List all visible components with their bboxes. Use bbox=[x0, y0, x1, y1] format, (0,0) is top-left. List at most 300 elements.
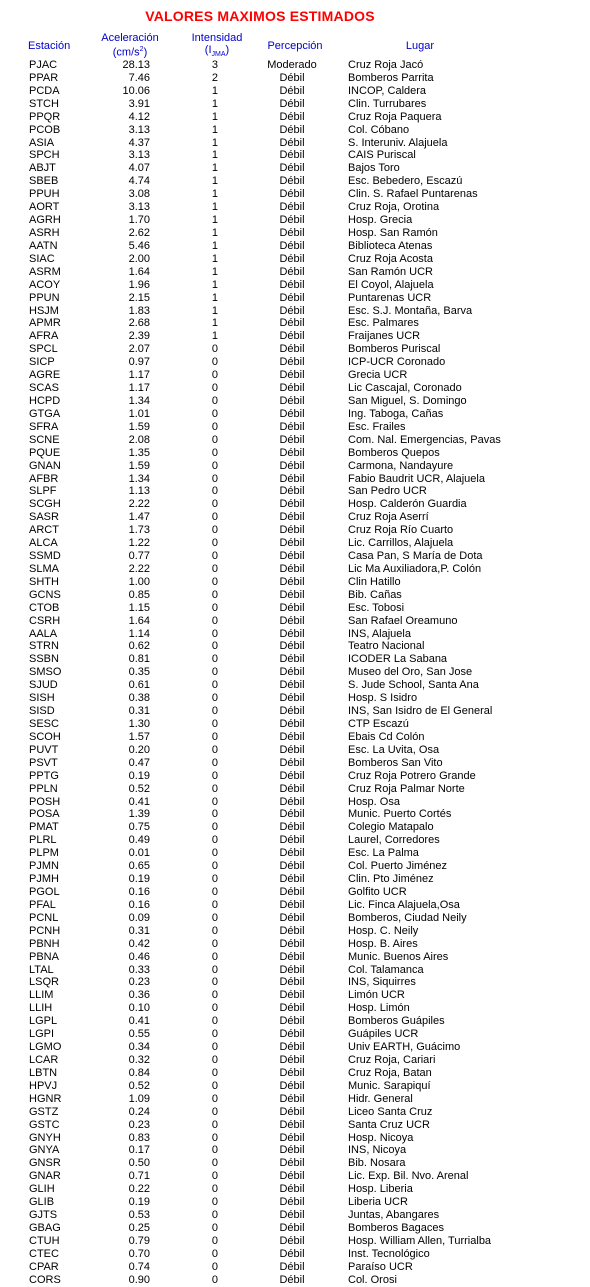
table-row bbox=[0, 1028, 590, 1041]
perception-value: Débil bbox=[279, 950, 305, 963]
intensity-value: 0 bbox=[211, 963, 218, 976]
station-code: SPCL bbox=[29, 343, 58, 356]
acceleration-value: 2.15 bbox=[128, 291, 150, 304]
table-row bbox=[0, 1196, 590, 1209]
acceleration-value: 2.62 bbox=[128, 226, 150, 239]
table-row bbox=[0, 989, 590, 1002]
place-name: INS, Nicoya bbox=[348, 1144, 407, 1157]
header-intensidad bbox=[172, 32, 262, 61]
table-row bbox=[0, 925, 590, 938]
acceleration-value: 0.31 bbox=[128, 705, 150, 718]
intensity-value: 0 bbox=[211, 1170, 218, 1183]
station-code: ASRH bbox=[29, 226, 60, 239]
intensity-value: 0 bbox=[211, 1079, 218, 1092]
perception-value: Débil bbox=[279, 265, 305, 278]
station-code: PCNH bbox=[29, 924, 61, 937]
place-name: Casa Pan, S María de Dota bbox=[348, 550, 483, 563]
intensity-value: 1 bbox=[211, 175, 218, 188]
perception-value: Débil bbox=[279, 369, 305, 382]
intensity-value: 0 bbox=[211, 795, 218, 808]
station-code: PPLN bbox=[29, 782, 58, 795]
place-name: Clin Hatillo bbox=[348, 575, 401, 588]
table-row bbox=[0, 628, 590, 641]
place-name: Paraíso UCR bbox=[348, 1260, 413, 1273]
perception-value: Débil bbox=[279, 1157, 305, 1170]
acceleration-value: 1.64 bbox=[128, 265, 150, 278]
acceleration-value: 0.97 bbox=[128, 356, 150, 369]
perception-value: Débil bbox=[279, 420, 305, 433]
place-name: Clin. Turrubares bbox=[348, 97, 427, 110]
acceleration-value: 0.50 bbox=[128, 1157, 150, 1170]
table-row bbox=[0, 821, 590, 834]
acceleration-value: 1.96 bbox=[128, 278, 150, 291]
acceleration-value: 0.34 bbox=[128, 1041, 150, 1054]
table-row bbox=[0, 847, 590, 860]
table-row bbox=[0, 563, 590, 576]
table-row bbox=[0, 266, 590, 279]
station-code: GNYH bbox=[29, 1131, 61, 1144]
perception-value: Débil bbox=[279, 175, 305, 188]
station-code: SMSO bbox=[29, 666, 62, 679]
table-row bbox=[0, 1170, 590, 1183]
table-row bbox=[0, 1248, 590, 1261]
intensity-value: 0 bbox=[211, 989, 218, 1002]
place-name: Cruz Roja Palmar Norte bbox=[348, 782, 465, 795]
table-row bbox=[0, 447, 590, 460]
place-name: Esc. La Palma bbox=[348, 847, 419, 860]
station-code: PJMN bbox=[29, 860, 59, 873]
station-code: HCPD bbox=[29, 394, 61, 407]
perception-value: Débil bbox=[279, 1015, 305, 1028]
acceleration-value: 1.14 bbox=[128, 627, 150, 640]
acceleration-value: 28.13 bbox=[122, 59, 150, 71]
perception-value: Débil bbox=[279, 1053, 305, 1066]
perception-value: Débil bbox=[279, 627, 305, 640]
table-row bbox=[0, 59, 590, 72]
perception-value: Débil bbox=[279, 511, 305, 524]
station-code: PBNA bbox=[29, 950, 59, 963]
acceleration-value: 2.07 bbox=[128, 343, 150, 356]
table-row bbox=[0, 460, 590, 473]
intensity-value: 1 bbox=[211, 149, 218, 162]
perception-value: Débil bbox=[279, 110, 305, 123]
station-code: PPTG bbox=[29, 769, 59, 782]
perception-value: Débil bbox=[279, 291, 305, 304]
intensity-value: 1 bbox=[211, 188, 218, 201]
table-row bbox=[0, 615, 590, 628]
station-code: AFBR bbox=[29, 472, 59, 485]
intensity-value: 0 bbox=[211, 1092, 218, 1105]
perception-value: Débil bbox=[279, 407, 305, 420]
intensity-value: 0 bbox=[211, 1041, 218, 1054]
perception-value: Débil bbox=[279, 446, 305, 459]
perception-value: Débil bbox=[279, 214, 305, 227]
intensity-value: 0 bbox=[211, 1131, 218, 1144]
place-name: Liceo Santa Cruz bbox=[348, 1105, 433, 1118]
intensity-value: 0 bbox=[211, 1183, 218, 1196]
place-name: Hosp. Grecia bbox=[348, 214, 413, 227]
acceleration-value: 7.46 bbox=[128, 71, 150, 84]
intensity-value: 0 bbox=[211, 860, 218, 873]
perception-value: Débil bbox=[279, 860, 305, 873]
table-row bbox=[0, 137, 590, 150]
header-intensidad-label: Intensidad bbox=[191, 32, 243, 44]
perception-value: Débil bbox=[279, 394, 305, 407]
table-row bbox=[0, 356, 590, 369]
intensity-value: 0 bbox=[211, 472, 218, 485]
table-row bbox=[0, 899, 590, 912]
table-row bbox=[0, 1054, 590, 1067]
place-name: Bomberos Puriscal bbox=[348, 343, 441, 356]
place-name: San Ramón UCR bbox=[348, 265, 433, 278]
place-name: Cruz Roja Potrero Grande bbox=[348, 769, 476, 782]
place-name: Col. Cóbano bbox=[348, 123, 410, 136]
intensity-value: 1 bbox=[211, 291, 218, 304]
intensity-value: 0 bbox=[211, 898, 218, 911]
intensity-value: 1 bbox=[211, 265, 218, 278]
intensity-value: 0 bbox=[211, 847, 218, 860]
table-row bbox=[0, 602, 590, 615]
station-code: PPAR bbox=[29, 71, 59, 84]
perception-value: Débil bbox=[279, 653, 305, 666]
table-row bbox=[0, 796, 590, 809]
acceleration-value: 3.08 bbox=[128, 188, 150, 201]
place-name: Lic. Carrillos, Alajuela bbox=[348, 537, 454, 550]
table-row bbox=[0, 85, 590, 98]
table-row bbox=[0, 731, 590, 744]
table-row bbox=[0, 576, 590, 589]
intensity-value: 0 bbox=[211, 1260, 218, 1273]
intensity-value: 0 bbox=[211, 485, 218, 498]
perception-value: Débil bbox=[279, 898, 305, 911]
table-row bbox=[0, 343, 590, 356]
intensity-value: 0 bbox=[211, 718, 218, 731]
acceleration-value: 0.01 bbox=[128, 847, 150, 860]
perception-value: Débil bbox=[279, 989, 305, 1002]
acceleration-value: 10.06 bbox=[122, 84, 150, 97]
perception-value: Débil bbox=[279, 304, 305, 317]
acceleration-value: 0.35 bbox=[128, 666, 150, 679]
place-name: Bomberos Guápiles bbox=[348, 1015, 445, 1028]
intensity-value: 0 bbox=[211, 1234, 218, 1247]
acceleration-value: 3.91 bbox=[128, 97, 150, 110]
table-row bbox=[0, 808, 590, 821]
place-name: ICODER La Sabana bbox=[348, 653, 448, 666]
place-name: Hosp. Calderón Guardia bbox=[348, 498, 467, 511]
station-code: SSBN bbox=[29, 653, 59, 666]
station-code: GNAN bbox=[29, 459, 61, 472]
station-code: GSTC bbox=[29, 1118, 60, 1131]
station-code: GCNS bbox=[29, 588, 61, 601]
station-code: SBEB bbox=[29, 175, 59, 188]
perception-value: Débil bbox=[279, 1170, 305, 1183]
acceleration-value: 0.23 bbox=[128, 1118, 150, 1131]
intensity-value: 0 bbox=[211, 821, 218, 834]
acceleration-value: 0.16 bbox=[128, 886, 150, 898]
perception-value: Débil bbox=[279, 1247, 305, 1260]
station-code: SCNE bbox=[29, 433, 60, 446]
acceleration-value: 0.16 bbox=[128, 898, 150, 911]
intensity-value: 1 bbox=[211, 278, 218, 291]
intensity-value: 1 bbox=[211, 162, 218, 175]
place-name: Liberia UCR bbox=[348, 1196, 408, 1209]
acceleration-value: 2.08 bbox=[128, 433, 150, 446]
station-code: PPQR bbox=[29, 110, 61, 123]
place-name: INS, Siquirres bbox=[348, 976, 416, 989]
table-row bbox=[0, 149, 590, 162]
perception-value: Débil bbox=[279, 924, 305, 937]
table-row bbox=[0, 214, 590, 227]
table-row bbox=[0, 240, 590, 253]
intensity-value: 2 bbox=[211, 71, 218, 84]
intensity-value: 0 bbox=[211, 653, 218, 666]
page-title: VALORES MAXIMOS ESTIMADOS bbox=[145, 8, 375, 24]
acceleration-value: 0.74 bbox=[128, 1260, 150, 1273]
table-row bbox=[0, 421, 590, 434]
place-name: Cruz Roja Río Cuarto bbox=[348, 524, 454, 537]
place-name: Col. Puerto Jiménez bbox=[348, 860, 448, 873]
perception-value: Débil bbox=[279, 1105, 305, 1118]
perception-value: Débil bbox=[279, 278, 305, 291]
acceleration-value: 2.22 bbox=[128, 562, 150, 575]
acceleration-value: 0.19 bbox=[128, 769, 150, 782]
intensity-value: 1 bbox=[211, 136, 218, 149]
intensity-value: 0 bbox=[211, 459, 218, 472]
acceleration-value: 2.00 bbox=[128, 252, 150, 265]
perception-value: Débil bbox=[279, 123, 305, 136]
place-name: Lic Ma Auxiliadora,P. Colón bbox=[348, 562, 482, 575]
perception-value: Débil bbox=[279, 149, 305, 162]
table-row bbox=[0, 473, 590, 486]
place-name: Clin. Pto Jiménez bbox=[348, 873, 434, 886]
acceleration-value: 1.70 bbox=[128, 214, 150, 227]
place-name: Inst. Tecnológico bbox=[348, 1247, 430, 1260]
place-name: Cruz Roja, Orotina bbox=[348, 201, 440, 214]
intensity-value: 0 bbox=[211, 537, 218, 550]
intensity-value: 0 bbox=[211, 588, 218, 601]
intensity-value: 1 bbox=[211, 304, 218, 317]
place-name: Museo del Oro, San Jose bbox=[348, 666, 473, 679]
intensity-value: 0 bbox=[211, 1144, 218, 1157]
perception-value: Débil bbox=[279, 679, 305, 692]
perception-value: Débil bbox=[279, 821, 305, 834]
perception-value: Débil bbox=[279, 524, 305, 537]
station-code: GNAR bbox=[29, 1170, 61, 1183]
acceleration-value: 0.22 bbox=[128, 1183, 150, 1196]
acceleration-value: 1.09 bbox=[128, 1092, 150, 1105]
header-estacion: Estación bbox=[28, 40, 71, 52]
perception-value: Débil bbox=[279, 188, 305, 201]
table-row bbox=[0, 550, 590, 563]
place-name: Lic. Finca Alajuela,Osa bbox=[348, 898, 460, 911]
acceleration-value: 2.68 bbox=[128, 317, 150, 330]
acceleration-value: 0.52 bbox=[128, 1079, 150, 1092]
table-row bbox=[0, 1235, 590, 1248]
stations-table bbox=[0, 59, 590, 1287]
perception-value: Débil bbox=[279, 1002, 305, 1015]
station-code: SIAC bbox=[29, 252, 55, 265]
perception-value: Débil bbox=[279, 1183, 305, 1196]
intensity-value: 0 bbox=[211, 834, 218, 847]
acceleration-value: 1.47 bbox=[128, 511, 150, 524]
station-code: SCAS bbox=[29, 382, 59, 395]
place-name: CTP Escazú bbox=[348, 718, 409, 731]
acceleration-value: 4.37 bbox=[128, 136, 150, 149]
perception-value: Débil bbox=[279, 1273, 305, 1286]
perception-value: Débil bbox=[279, 756, 305, 769]
acceleration-value: 1.34 bbox=[128, 394, 150, 407]
perception-value: Débil bbox=[279, 601, 305, 614]
intensity-value: 0 bbox=[211, 550, 218, 563]
acceleration-value: 1.59 bbox=[128, 459, 150, 472]
table-row bbox=[0, 279, 590, 292]
place-name: Hosp. Osa bbox=[348, 795, 400, 808]
table-row bbox=[0, 498, 590, 511]
perception-value: Débil bbox=[279, 666, 305, 679]
place-name: El Coyol, Alajuela bbox=[348, 278, 434, 291]
table-row bbox=[0, 382, 590, 395]
station-code: SPCH bbox=[29, 149, 60, 162]
table-row bbox=[0, 227, 590, 240]
acceleration-value: 1.30 bbox=[128, 718, 150, 731]
acceleration-value: 0.77 bbox=[128, 550, 150, 563]
intensity-value: 0 bbox=[211, 575, 218, 588]
station-code: PPUH bbox=[29, 188, 60, 201]
perception-value: Débil bbox=[279, 1028, 305, 1041]
station-code: LGPI bbox=[29, 1028, 55, 1041]
table-row bbox=[0, 434, 590, 447]
station-code: GLIH bbox=[29, 1183, 55, 1196]
table-row bbox=[0, 757, 590, 770]
acceleration-value: 1.64 bbox=[128, 614, 150, 627]
table-row bbox=[0, 72, 590, 85]
table-row bbox=[0, 537, 590, 550]
perception-value: Débil bbox=[279, 1196, 305, 1209]
place-name: Hosp. William Allen, Turrialba bbox=[348, 1234, 492, 1247]
intensity-value: 0 bbox=[211, 1247, 218, 1260]
station-code: CSRH bbox=[29, 614, 61, 627]
header-percepcion: Percepción bbox=[267, 40, 323, 52]
station-code: SFRA bbox=[29, 420, 59, 433]
acceleration-value: 0.75 bbox=[128, 821, 150, 834]
intensity-value: 0 bbox=[211, 562, 218, 575]
place-name: Col. Orosi bbox=[348, 1273, 397, 1286]
station-code: SHTH bbox=[29, 575, 59, 588]
perception-value: Débil bbox=[279, 550, 305, 563]
station-code: SCOH bbox=[29, 730, 61, 743]
perception-value: Débil bbox=[279, 1221, 305, 1234]
intensity-value: 0 bbox=[211, 356, 218, 369]
table-row bbox=[0, 589, 590, 602]
intensity-value: 0 bbox=[211, 705, 218, 718]
perception-value: Débil bbox=[279, 1144, 305, 1157]
station-code: GJTS bbox=[29, 1209, 58, 1222]
table-row bbox=[0, 886, 590, 899]
acceleration-value: 0.85 bbox=[128, 588, 150, 601]
acceleration-value: 1.83 bbox=[128, 304, 150, 317]
station-code: PCOB bbox=[29, 123, 61, 136]
perception-value: Débil bbox=[279, 1092, 305, 1105]
perception-value: Débil bbox=[279, 705, 305, 718]
station-code: GNYA bbox=[29, 1144, 60, 1157]
station-code: GSTZ bbox=[29, 1105, 59, 1118]
station-code: PBNH bbox=[29, 937, 60, 950]
station-code: POSH bbox=[29, 795, 61, 808]
place-name: San Pedro UCR bbox=[348, 485, 427, 498]
station-code: PUVT bbox=[29, 743, 59, 756]
table-row bbox=[0, 912, 590, 925]
intensity-value: 0 bbox=[211, 1196, 218, 1209]
acceleration-value: 3.13 bbox=[128, 123, 150, 136]
perception-value: Débil bbox=[279, 834, 305, 847]
station-code: AALA bbox=[29, 627, 58, 640]
intensity-value: 0 bbox=[211, 407, 218, 420]
place-name: Cruz Roja, Cariari bbox=[348, 1053, 436, 1066]
intensity-value: 1 bbox=[211, 84, 218, 97]
intensity-value: 0 bbox=[211, 1157, 218, 1170]
place-name: S. Jude School, Santa Ana bbox=[348, 679, 479, 692]
perception-value: Débil bbox=[279, 743, 305, 756]
place-name: Esc. Tobosi bbox=[348, 601, 405, 614]
perception-value: Débil bbox=[279, 343, 305, 356]
station-code: SISH bbox=[29, 692, 55, 705]
intensity-value: 0 bbox=[211, 1066, 218, 1079]
place-name: Carmona, Nandayure bbox=[348, 459, 454, 472]
acceleration-value: 0.47 bbox=[128, 756, 150, 769]
station-code: PCNL bbox=[29, 911, 59, 924]
station-code: CTEC bbox=[29, 1247, 59, 1260]
table-row bbox=[0, 1041, 590, 1054]
acceleration-value: 1.35 bbox=[128, 446, 150, 459]
intensity-value: 0 bbox=[211, 1105, 218, 1118]
station-code: ARCT bbox=[29, 524, 59, 537]
station-code: LCAR bbox=[29, 1053, 59, 1066]
header-lugar: Lugar bbox=[405, 40, 435, 52]
acceleration-value: 0.38 bbox=[128, 692, 150, 705]
station-code: SLMA bbox=[29, 562, 59, 575]
station-code: HSJM bbox=[29, 304, 59, 317]
acceleration-value: 1.73 bbox=[128, 524, 150, 537]
station-code: HPVJ bbox=[29, 1079, 58, 1092]
perception-value: Débil bbox=[279, 252, 305, 265]
acceleration-value: 4.74 bbox=[128, 175, 150, 188]
place-name: S. Interuniv. Alajuela bbox=[348, 136, 448, 149]
acceleration-value: 0.61 bbox=[128, 679, 150, 692]
place-name: Com. Nal. Emergencias, Pavas bbox=[348, 433, 501, 446]
acceleration-value: 3.13 bbox=[128, 149, 150, 162]
intensity-value: 0 bbox=[211, 1053, 218, 1066]
intensity-value: 0 bbox=[211, 1015, 218, 1028]
intensity-value: 0 bbox=[211, 924, 218, 937]
acceleration-value: 0.19 bbox=[128, 873, 150, 886]
table-row bbox=[0, 1067, 590, 1080]
perception-value: Débil bbox=[279, 614, 305, 627]
acceleration-value: 0.53 bbox=[128, 1209, 150, 1222]
station-code: ALCA bbox=[29, 537, 58, 550]
acceleration-value: 0.79 bbox=[128, 1234, 150, 1247]
place-name: San Rafael Oreamuno bbox=[348, 614, 458, 627]
acceleration-value: 1.57 bbox=[128, 730, 150, 743]
perception-value: Débil bbox=[279, 886, 305, 898]
place-name: Bomberos Parrita bbox=[348, 71, 434, 84]
table-row bbox=[0, 705, 590, 718]
perception-value: Débil bbox=[279, 1079, 305, 1092]
station-code: GLIB bbox=[29, 1196, 55, 1209]
intensity-value: 0 bbox=[211, 730, 218, 743]
acceleration-value: 1.13 bbox=[128, 485, 150, 498]
intensity-value: 0 bbox=[211, 692, 218, 705]
station-code: PQUE bbox=[29, 446, 61, 459]
